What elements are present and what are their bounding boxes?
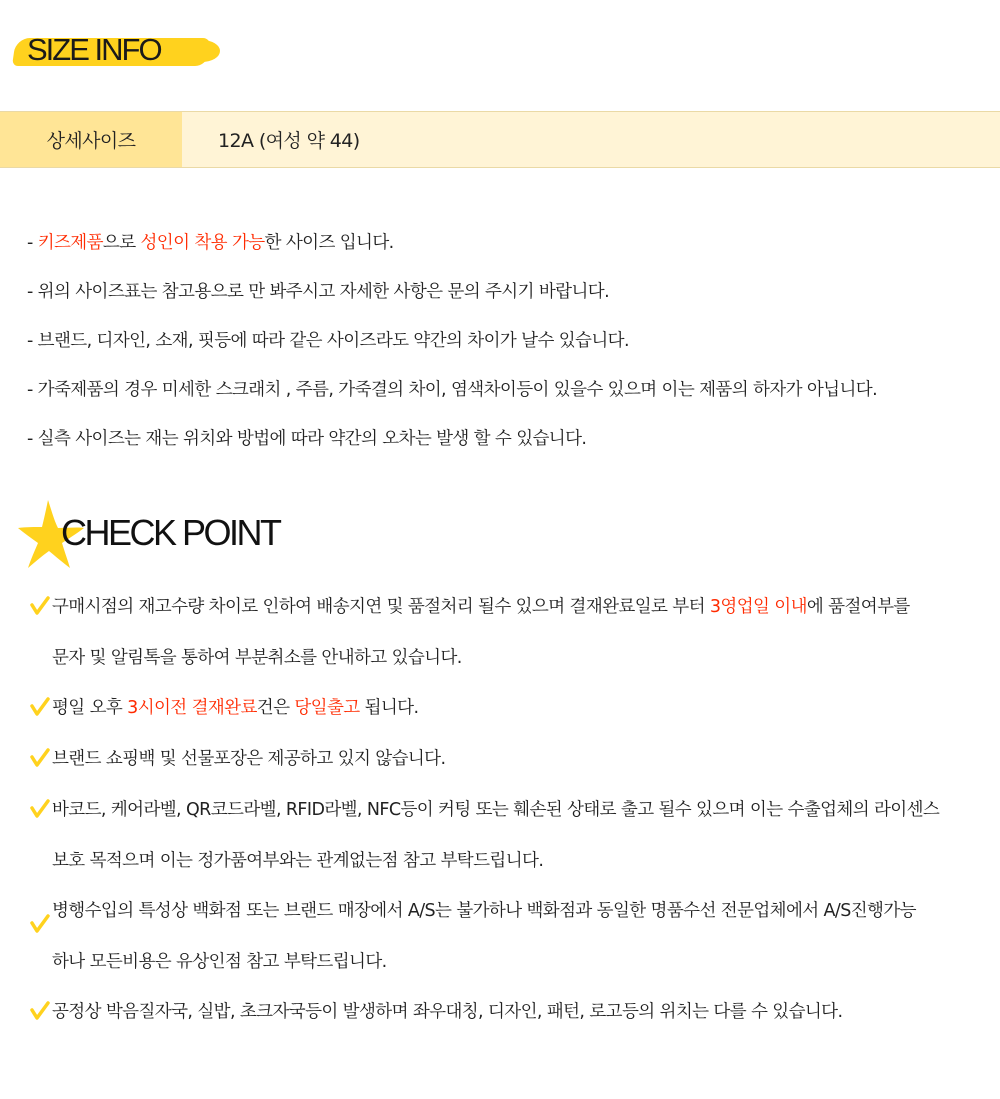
- check-item-line: [52, 641, 939, 691]
- text-segment: 한 사이즈 입니다.: [264, 233, 394, 253]
- check-item: [30, 995, 939, 1046]
- check-item-line: [52, 894, 939, 945]
- highlight-text: 성인이 착용 가능: [140, 233, 265, 253]
- check-item: [30, 691, 939, 742]
- checkmark-icon: [30, 1001, 50, 1021]
- checkmark-icon: [30, 799, 50, 819]
- note-item: [27, 275, 877, 324]
- size-info-heading: [14, 28, 234, 78]
- size-table: [0, 111, 1000, 168]
- check-item-line: [52, 945, 939, 995]
- checkmark-icon: [30, 748, 50, 768]
- highlight-text: 키즈제품: [37, 233, 103, 253]
- size-info-title: SIZE INFO: [27, 32, 161, 67]
- text-segment: 됩니다.: [359, 698, 419, 718]
- check-item-line: [52, 691, 939, 742]
- check-item-line: [52, 995, 939, 1046]
- text-segment: 병행수입의 특성상 백화점 또는 브랜드 매장에서 A/S는 불가하나 백화점과 동일한 명품수선 전문업체에서 A/S진행가능: [52, 901, 916, 921]
- text-segment: 하나 모든비용은 유상인점 참고 부탁드립니다.: [52, 952, 387, 972]
- text-segment: 브랜드 쇼핑백 및 선물포장은 제공하고 있지 않습니다.: [52, 749, 446, 769]
- check-item-line: [52, 844, 939, 894]
- checkmark-icon: [30, 596, 50, 616]
- text-segment: - 가죽제품의 경우 미세한 스크래치 , 주름, 가죽결의 차이, 염색차이등이 있을수 있으며 이는 제품의 하자가 아닙니다.: [27, 380, 878, 400]
- size-value: 12A (여성 약 44): [218, 130, 360, 152]
- text-segment: - 위의 사이즈표는 참고용으로 만 봐주시고 자세한 사항은 문의 주시기 바랍니다.: [27, 282, 610, 302]
- check-point-title: CHECK POINT: [61, 512, 280, 553]
- text-segment: - 실측 사이즈는 재는 위치와 방법에 따라 약간의 오차는 발생 할 수 있습니다.: [27, 429, 587, 449]
- highlight-text: 당일출고: [294, 698, 360, 718]
- text-segment: 문자 및 알림톡을 통하여 부분취소를 안내하고 있습니다.: [52, 648, 462, 668]
- highlight-marker-tail: [184, 40, 220, 62]
- text-segment: 공정상 박음질자국, 실밥, 초크자국등이 발생하며 좌우대칭, 디자인, 패턴, 로고등의 위치는 다를 수 있습니다.: [52, 1002, 843, 1022]
- check-item: [30, 742, 939, 793]
- highlight-text: 3영업일 이내: [709, 597, 807, 617]
- check-item: [30, 590, 939, 691]
- note-item: [27, 373, 877, 422]
- checkmark-icon: [30, 697, 50, 717]
- check-item-line: [52, 793, 939, 844]
- size-label: 상세사이즈: [0, 112, 182, 167]
- text-segment: 에 품절여부를: [806, 597, 910, 617]
- text-segment: -: [27, 233, 38, 253]
- text-segment: 보호 목적으며 이는 정가품여부와는 관계없는점 참고 부탁드립니다.: [52, 851, 544, 871]
- text-segment: 구매시점의 재고수량 차이로 인하여 배송지연 및 품절처리 될수 있으며 결재완료일로 부터: [52, 597, 710, 617]
- checkmark-icon: [30, 914, 50, 934]
- text-segment: - 브랜드, 디자인, 소재, 핏등에 따라 같은 사이즈라도 약간의 차이가 날수 있습니다.: [27, 331, 629, 351]
- note-item: [27, 226, 877, 275]
- check-point-heading: [14, 498, 314, 578]
- note-item: [27, 324, 877, 373]
- text-segment: 으로: [102, 233, 141, 253]
- size-notes-list: [27, 226, 877, 471]
- check-item: [30, 793, 939, 894]
- check-item-line: [52, 742, 939, 793]
- note-item: [27, 422, 877, 471]
- check-point-list: [30, 590, 939, 1046]
- text-segment: 건은: [256, 698, 295, 718]
- check-item: [30, 894, 939, 995]
- text-segment: 바코드, 케어라벨, QR코드라벨, RFID라벨, NFC등이 커팅 또는 훼손된 상태로 출고 될수 있으며 이는 수출업체의 라이센스: [52, 800, 940, 820]
- highlight-text: 3시이전 결재완료: [127, 698, 257, 718]
- check-item-line: [52, 590, 939, 641]
- text-segment: 평일 오후: [52, 698, 128, 718]
